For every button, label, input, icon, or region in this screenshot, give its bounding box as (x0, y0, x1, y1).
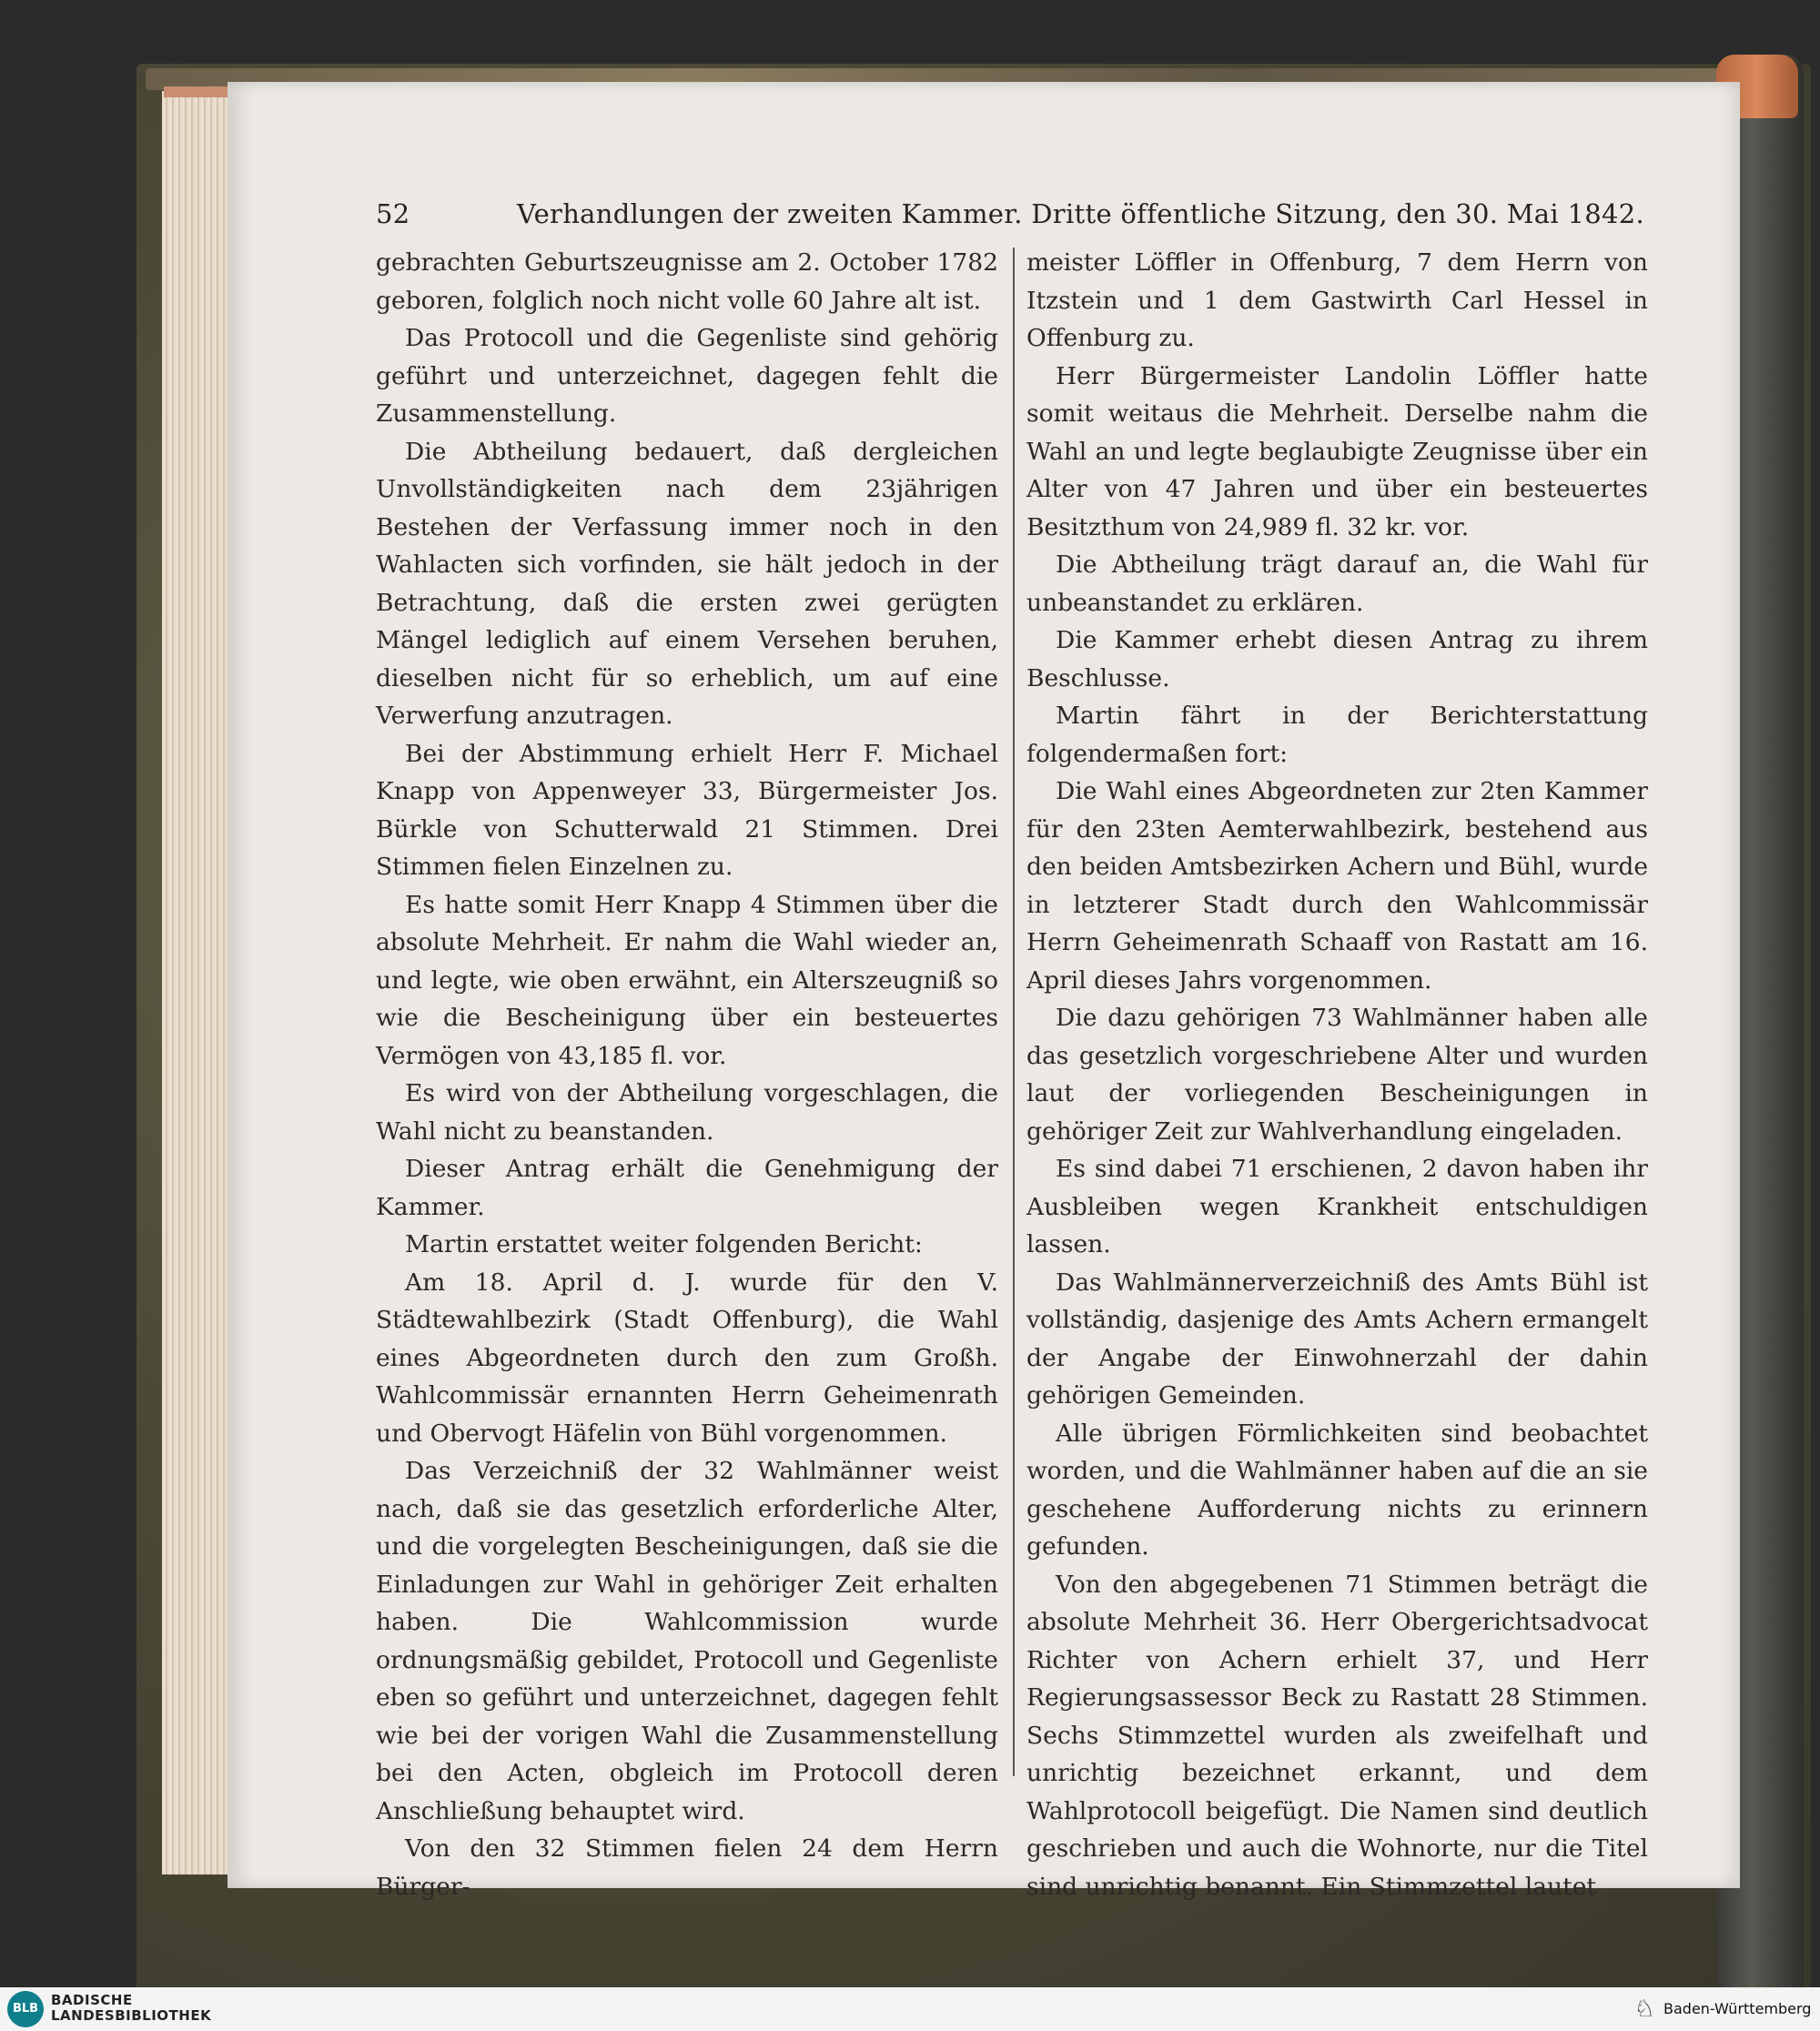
library-name-line2: LANDESBIBLIOTHEK (51, 2007, 212, 2024)
paragraph: Das Protocoll und die Gegenliste sind gehörig geführt und unterzeichnet, dagegen fehlt die Zusammenstellung. (376, 324, 998, 428)
paragraph: meister Löffler in Offenburg, 7 dem Herrn von Itzstein und 1 dem Gastwirth Carl Hessel in Offenburg zu. (1026, 248, 1648, 352)
paragraph: Die dazu gehörigen 73 Wahlmänner haben alle das gesetzlich vorgeschriebene Alter und wurden laut der vorliegenden Bescheinigungen in gehöriger Zeit zur Wahlverhandlung eingeladen. (1026, 1004, 1648, 1146)
page-edges (162, 91, 235, 1874)
paragraph: Am 18. April d. J. wurde für den V. Städtewahlbezirk (Stadt Offenburg), die Wahl eines Abgeordneten durch den zum Großh. Wahlcommissär ernannten Herrn Geheimenrath und Obervogt Häfelin von Bühl vorgenommen. (376, 1268, 998, 1448)
paragraph: Bei der Abstimmung erhielt Herr F. Michael Knapp von Appenweyer 33, Bürgermeister Jos. Bürkle von Schutterwald 21 Stimmen. Drei Stimmen fielen Einzelnen zu. (376, 739, 998, 881)
footer-bar (0, 1987, 1820, 2031)
paragraph: gebrachten Geburtszeugnisse am 2. October 1782 geboren, folglich noch nicht volle 60 Jahre alt ist. (376, 248, 998, 315)
paragraph: Martin fährt in der Berichterstattung folgendermaßen fort: (1026, 702, 1648, 768)
paragraph: Das Verzeichniß der 32 Wahlmänner weist nach, daß sie das gesetzlich erforderliche Alter, und die vorgelegten Bescheinigungen, daß sie die Einladungen zur Wahl in gehöriger Zeit erhalten haben. Die Wahlcommission wurde ordnungsmäßig gebildet, Protocoll und Gegenliste eben so geführt und unterzeichnet, dagegen fehlt wie bei der vorigen Wahl die Zusammenstellung bei den Acten, obgleich im Protocoll deren Anschließung behauptet wird. (376, 1457, 998, 1825)
paragraph: Alle übrigen Förmlichkeiten sind beobachtet worden, und die Wahlmänner haben auf die an sie geschehene Aufforderung nichts zu erinnern gefunden. (1026, 1419, 1648, 1561)
column-divider (1013, 248, 1015, 1776)
library-name-line1: BADISCHE (51, 1992, 133, 2008)
paragraph: Martin erstattet weiter folgenden Bericht: (405, 1230, 923, 1258)
header-title: Verhandlungen der zweiten Kammer. Dritte öffentliche Sitzung, den 30. Mai 1842. (517, 198, 1644, 229)
paragraph: Herr Bürgermeister Landolin Löffler hatte somit weitaus die Mehrheit. Derselbe nahm die Wahl an und legte beglaubigte Zeugnisse über ein Alter von 47 Jahren und über ein besteuertes Besitzthum von 24,989 fl. 32 kr. vor. (1026, 361, 1648, 541)
page-number: 52 (376, 198, 410, 229)
paragraph: Die Wahl eines Abgeordneten zur 2ten Kammer für den 23ten Aemterwahlbezirk, bestehend aus den beiden Amtsbezirken Achern und Bühl, wurde in letzterer Stadt durch den Wahlcommissär Herrn Geheimenrath Schaaff von Rastatt am 16. April dieses Jahrs vorgenommen. (1026, 777, 1648, 995)
paragraph: Die Abtheilung bedauert, daß dergleichen Unvollständigkeiten nach dem 23jährigen Bestehen der Verfassung immer noch in den Wahlacten sich vorfinden, sie hält jedoch in der Betrachtung, daß die ersten zwei gerügten Mängel lediglich auf einem Versehen beruhen, dieselben nicht für so erheblich, um auf eine Verwerfung anzutragen. (376, 437, 998, 730)
running-header (376, 198, 1644, 235)
paragraph: Von den abgegebenen 71 Stimmen beträgt die absolute Mehrheit 36. Herr Obergerichtsadvocat Richter von Achern erhielt 37, und Herr Regierungsassessor Beck zu Rastatt 28 Stimmen. Sechs Stimmzettel wurden als zweifelhaft und unrichtig bezeichnet erkannt, und dem Wahlprotocoll beigefügt. Die Namen sind deutlich geschrieben und auch die Wohnorte, nur die Titel sind unrichtig benannt. Ein Stimmzettel lautet (1026, 1570, 1648, 1901)
library-name[interactable] (51, 1993, 211, 2024)
left-text-column (376, 244, 998, 1905)
right-text-column (1026, 244, 1648, 1905)
paragraph: Die Abtheilung trägt darauf an, die Wahl für unbeanstandet zu erklären. (1026, 551, 1648, 617)
paragraph: Es hatte somit Herr Knapp 4 Stimmen über die absolute Mehrheit. Er nahm die Wahl wieder an, und legte, wie oben erwähnt, ein Alterszeugniß so wie die Bescheinigung über ein besteuertes Vermögen von 43,185 fl. vor. (376, 890, 998, 1070)
paragraph: Das Wahlmännerverzeichniß des Amts Bühl ist vollständig, dasjenige des Amts Achern ermangelt der Angabe der Einwohnerzahl der dahin gehörigen Gemeinden. (1026, 1268, 1648, 1410)
paragraph: Dieser Antrag erhält die Genehmigung der Kammer. (376, 1155, 998, 1221)
paragraph: Es wird von der Abtheilung vorgeschlagen, die Wahl nicht zu beanstanden. (376, 1079, 998, 1146)
blb-logo-icon[interactable]: BLB (7, 1991, 44, 2027)
paragraph: Von den 32 Stimmen fielen 24 dem Herrn Bürger- (376, 1834, 998, 1901)
coat-of-arms-icon[interactable]: ♘ (1633, 1996, 1655, 2023)
paragraph: Die Kammer erhebt diesen Antrag zu ihrem Beschlusse. (1026, 626, 1648, 692)
paragraph: Es sind dabei 71 erschienen, 2 davon haben ihr Ausbleiben wegen Krankheit entschuldigen lassen. (1026, 1155, 1648, 1258)
state-name[interactable]: Baden-Württemberg (1663, 2000, 1812, 2017)
page-edges-top (164, 86, 235, 97)
